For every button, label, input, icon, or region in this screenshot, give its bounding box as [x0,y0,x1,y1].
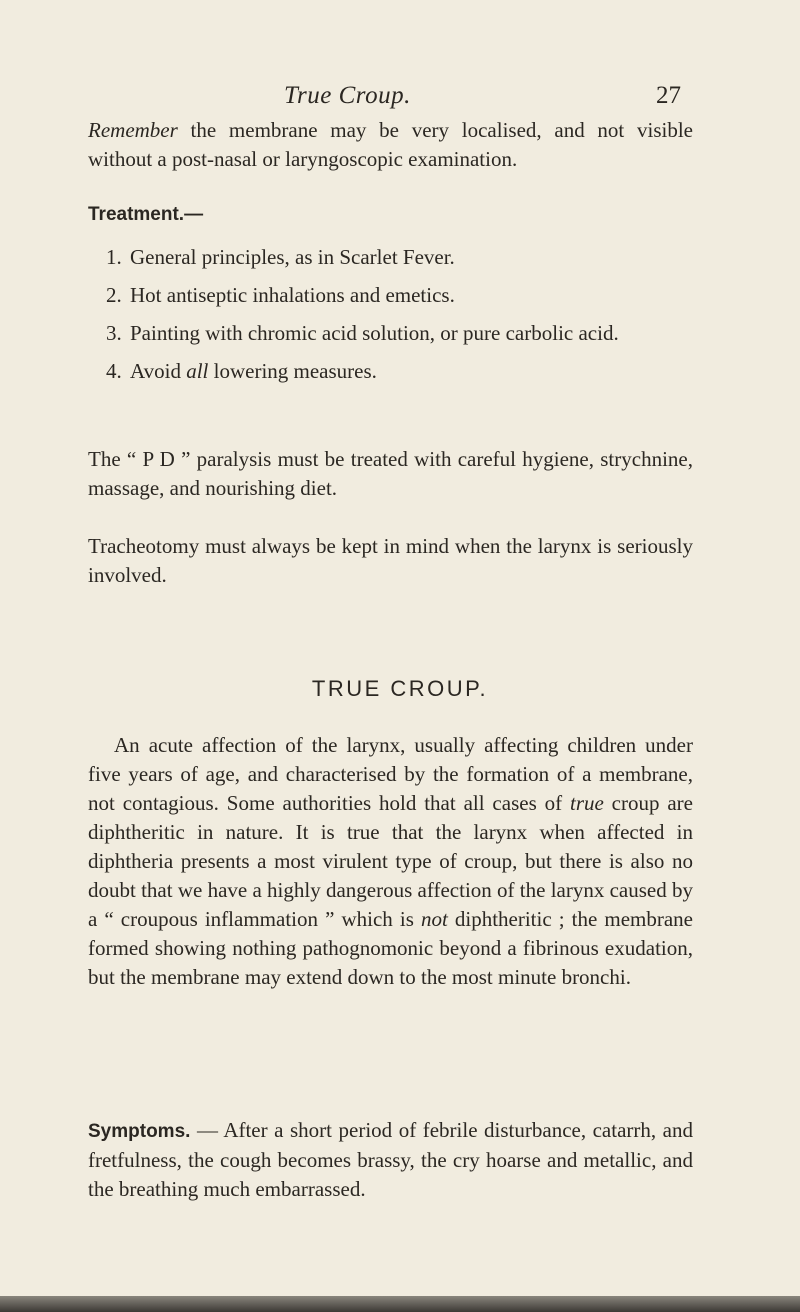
list-item-number: 1. [106,245,122,269]
list-item-number: 2. [106,283,122,307]
paragraph-remember [88,116,693,174]
paragraph-text-2: croup are diphtheritic in nature. It is true that the larynx when affected in diphtheria presents a most virulent type of croup, but there is also no doubt that we have a highly dangerous affection of the larynx caused by a “ croupous inflammation ” which is [88,791,693,931]
list-item-number: 4. [106,359,122,383]
list-item [88,319,693,348]
treatment-heading: Treatment.— [88,204,204,225]
list-item-number: 3. [106,321,122,345]
page-number: 27 [656,82,681,109]
italic-remember: Remember [88,118,178,142]
list-item-text-after: lowering measures. [208,359,377,383]
list-item [88,243,693,272]
italic-not: not [420,907,448,931]
italic-all: all [186,359,209,383]
list-item-text: Painting with chromic acid solution, or pure carbolic acid. [130,321,619,345]
list-item-text: General principles, as in Scarlet Fever. [130,245,455,269]
paragraph-tracheotomy: Tracheotomy must always be kept in mind when the larynx is seriously involved. [88,534,693,587]
page-header [0,82,800,112]
paragraph-true-croup [88,731,693,992]
list-item [88,357,693,386]
page-bottom-edge [0,1296,800,1312]
italic-true: true [569,791,604,815]
symptoms-heading: Symptoms. [88,1121,191,1142]
paragraph-text-1: An acute affection of the larynx, usually affecting children under five years of age, and characterised by the formation of a membrane, not contagious. Some authorities hold that all cases of [88,733,693,815]
list-item [88,281,693,310]
list-item-text: Hot antiseptic inhalations and emetics. [130,283,455,307]
section-title: TRUE CROUP. [311,676,489,701]
paragraph-symptoms [88,1116,693,1204]
symptoms-text: — After a short period of febrile disturbance, catarrh, and fretfulness, the cough becomes brassy, the cry hoarse and metallic, and the breathing much embarrassed. [88,1118,693,1201]
paragraph-remember-text: the membrane may be very localised, and not visible without a post-nasal or laryngoscopic examination. [88,118,693,171]
list-item-text-before: Avoid [130,359,187,383]
running-title: True Croup. [284,82,411,109]
paragraph-pd-paralysis: The “ P D ” paralysis must be treated with careful hygiene, strychnine, massage, and nourishing diet. [88,447,693,500]
paragraph-text-3: diphtheritic ; the membrane formed showing nothing pathognomonic beyond a fibrinous exudation, but the membrane may extend down to the most minute bronchi. [88,907,693,989]
treatment-list [88,243,693,395]
